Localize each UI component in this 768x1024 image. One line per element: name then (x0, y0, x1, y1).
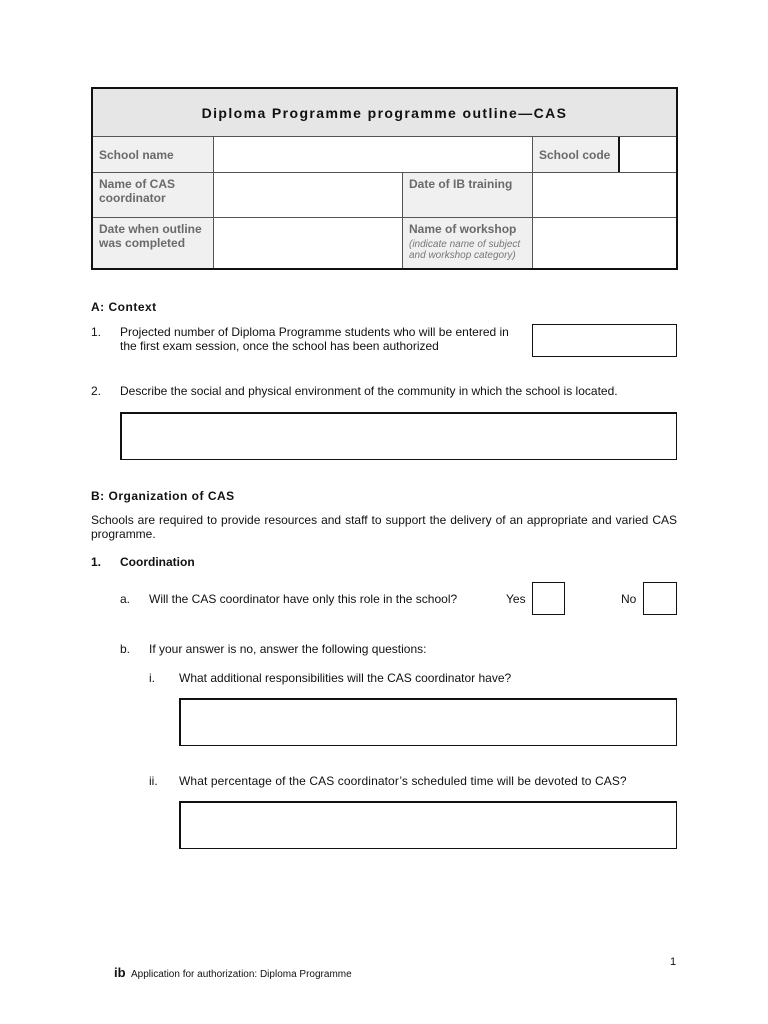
question-a-text: Will the CAS coordinator have only this role in the school? (149, 592, 458, 606)
cas-time-percentage-input[interactable] (179, 801, 677, 849)
section-b-heading: B: Organization of CAS (91, 489, 235, 503)
grid-line (93, 217, 676, 218)
section-a-heading: A: Context (91, 300, 157, 314)
workshop-label-cell (403, 218, 533, 268)
question-ii-text: What percentage of the CAS coordinator’s scheduled time will be devoted to CAS? (179, 774, 627, 788)
cas-coordinator-field[interactable] (214, 173, 402, 217)
section-b-intro: Schools are required to provide resources and staff to support the delivery of an appropriate and varied CAS programme. (91, 513, 677, 541)
no-checkbox[interactable] (643, 582, 677, 615)
question-a2-text: Describe the social and physical environment of the community in which the school is located. (120, 384, 618, 398)
projected-students-input[interactable] (532, 324, 677, 357)
school-name-label: School name (93, 137, 213, 172)
grid-line (93, 172, 676, 173)
cas-coordinator-label: Name of CAS coordinator (93, 173, 213, 217)
ib-training-label: Date of IB training (403, 173, 533, 217)
question-b-letter: b. (120, 642, 131, 656)
workshop-hint: (indicate name of subject and workshop category) (409, 239, 521, 261)
outline-completed-field[interactable] (214, 218, 402, 268)
question-ii-numeral: ii. (149, 774, 158, 788)
question-b-text: If your answer is no, answer the following questions: (149, 642, 427, 656)
question-a2-number: 2. (91, 384, 102, 398)
question-i-text: What additional responsibilities will the CAS coordinator have? (179, 671, 512, 685)
question-a1-number: 1. (91, 325, 102, 339)
school-code-label: School code (533, 137, 618, 172)
subsection-1-title: Coordination (120, 555, 195, 569)
workshop-field[interactable] (534, 218, 676, 268)
subsection-1-number: 1. (91, 555, 102, 569)
footer-text: Application for authorization: Diploma Programme (131, 969, 352, 980)
workshop-label: Name of workshop (409, 222, 517, 236)
no-label: No (621, 592, 637, 606)
outline-completed-label: Date when outline was completed (93, 218, 213, 268)
yes-checkbox[interactable] (532, 582, 565, 615)
school-code-field[interactable] (619, 137, 676, 172)
yes-label: Yes (506, 592, 526, 606)
grid-line (402, 173, 403, 268)
grid-line (618, 137, 620, 172)
additional-responsibilities-input[interactable] (179, 698, 677, 746)
school-name-field[interactable] (214, 137, 532, 172)
page-number: 1 (670, 956, 677, 968)
question-i-numeral: i. (149, 671, 155, 685)
question-a1-text: Projected number of Diploma Programme students who will be entered in the first exam session, once the school has been authorized (120, 325, 509, 353)
community-environment-input[interactable] (120, 412, 677, 460)
question-a-letter: a. (120, 592, 131, 606)
grid-line (213, 137, 214, 268)
document-title: Diploma Programme programme outline—CAS (93, 89, 676, 137)
grid-line (532, 137, 533, 268)
ib-logo: ib (114, 965, 126, 980)
ib-training-field[interactable] (534, 173, 676, 217)
outline-header-table (91, 87, 678, 270)
